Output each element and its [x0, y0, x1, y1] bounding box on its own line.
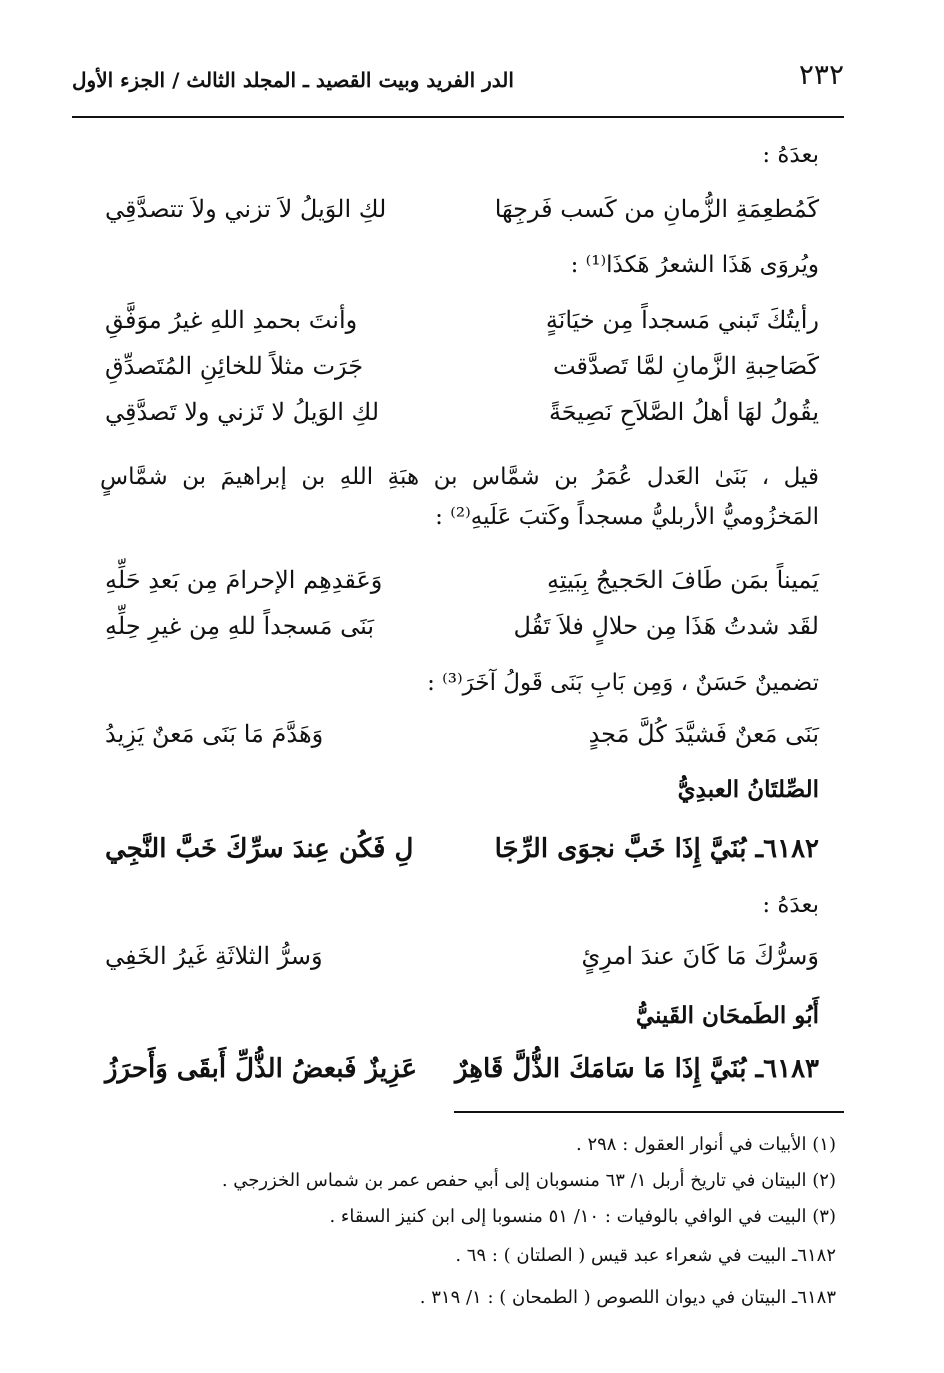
verse-9-first-hemistich: وَسرُّكَ مَا كَانَ عندَ امرِئٍ [581, 942, 819, 970]
verse-1-second-hemistich: لكِ الوَيلُ لاَ تزني ولاَ تتصدَّقِي [105, 195, 387, 223]
variant-note: ويُروَى هَذَا الشعرُ هَكذَا⁽¹⁾ : [570, 252, 819, 278]
verse-10 [105, 1054, 819, 1094]
running-header [72, 58, 844, 102]
verse-10-second-hemistich: عَزِيزٌ فَبعضُ الذُّلِّ أَبقَى وَأَحرَزُ [105, 1054, 418, 1084]
poet-name-1: الصِّلتَانُ العبدِيُّ [677, 776, 819, 803]
verse-4-second-hemistich: لكِ الوَيلُ لا تَزني ولا تَصدَّقِي [105, 398, 380, 426]
poet-name-2: أَبُو الطَمحَان القَينيُّ [635, 1002, 819, 1029]
verse-3 [105, 352, 819, 392]
footnote-3: (٣) البيت في الوافي بالوفيات : ١٠/ ٥١ منسوبا إلى ابن كنيز السقاء . [329, 1206, 836, 1227]
verse-5 [105, 566, 819, 606]
footnote-4: ٦١٨٢ـ البيت في شعراء عبد قيس ( الصلتان ) : ٦٩ . [455, 1245, 836, 1266]
verse-2-second-hemistich: وأنتَ بحمدِ اللهِ غيرُ موَفَّقِ [105, 306, 358, 334]
after-label-2: تضمينٌ حَسَنٌ ، وَمِن بَابِ بَنَى قَولُ آخَرَ⁽³⁾ : [427, 670, 819, 696]
header-title: الدر الفريد وبيت القصيد ـ المجلد الثالث / الجزء الأول [72, 68, 514, 92]
verse-6-first-hemistich: لقَد شدتُ هَذَا مِن حلالٍ فلاَ تَقُل [513, 612, 819, 640]
header-rule [72, 116, 844, 118]
verse-7-second-hemistich: وَهَدَّمَ مَا بَنَى مَعنٌ يَزِيدُ [105, 720, 324, 748]
verse-7 [105, 720, 819, 760]
verse-6-second-hemistich: بَنَى مَسجداً للهِ مِن غيرِ حِلِّهِ [105, 612, 375, 640]
verse-7-first-hemistich: بَنَى مَعنٌ فَشيَّدَ كُلَّ مَجدٍ [588, 720, 819, 748]
verse-8-second-hemistich: لِ فَكُن عِندَ سرِّكَ خَبَّ النَّجِي [105, 834, 414, 864]
prose-paragraph: قيل ، بَنَىٰ العَدل عُمَرُ بن شمَّاس بن هبَةِ اللهِ بن إبراهيمَ بن شمَّاسٍ المَخزُوميُّ الأربليُّ مسجداً وكَتبَ عَلَيهِ⁽²⁾ : [100, 464, 819, 530]
footnote-2: (٢) البيتان في تاريخ أربل ١/ ٦٣ منسوبان إلى أبي حفص عمر بن شماس الخزرجي . [221, 1170, 836, 1191]
verse-10-first-hemistich: ٦١٨٣ـ بُنَيَّ إِذَا مَا سَامَكَ الذُّلَّ قَاهِرٌ [454, 1054, 819, 1084]
verse-8 [105, 834, 819, 874]
verse-5-second-hemistich: وَعَقدِهِم الإحرامَ مِن بَعدِ حَلِّهِ [105, 566, 383, 594]
verse-6 [105, 612, 819, 652]
footnote-5: ٦١٨٣ـ البيتان في ديوان اللصوص ( الطمحان ) : ١/ ٣١٩ . [419, 1287, 836, 1308]
verse-1-first-hemistich: كَمُطعِمَةِ الزُّمانِ من كَسب فَرجِهَا [494, 195, 819, 223]
after-label-1: بعدَهُ : [762, 142, 819, 168]
verse-3-first-hemistich: كَصَاحِبةِ الزَّمانِ لمَّا تَصدَّقت [552, 352, 819, 380]
verse-4-first-hemistich: يقُولُ لهَا أهلُ الصَّلاَحِ نَصِيحَةً [548, 398, 819, 426]
footnote-rule [454, 1111, 844, 1113]
verse-5-first-hemistich: يَميناً بمَن طَافَ الحَجيجُ بِبَيتِهِ [547, 566, 819, 594]
after-label-3: بعدَهُ : [762, 892, 819, 918]
verse-9 [105, 942, 819, 982]
page-number: ٢٣٢ [798, 58, 844, 91]
verse-2-first-hemistich: رأيتُكَ تَبني مَسجداً مِن خيَانَةٍ [545, 306, 819, 334]
verse-9-second-hemistich: وَسرُّ الثلاثَةِ غَيرُ الخَفِي [105, 942, 323, 970]
verse-4 [105, 398, 819, 438]
verse-3-second-hemistich: جَرَت مثلاً للخائِنِ المُتَصدِّقِ [105, 352, 364, 380]
verse-2 [105, 306, 819, 346]
footnote-1: (١) الأبيات في أنوار العقول : ٢٩٨ . [576, 1134, 836, 1155]
verse-1 [105, 195, 819, 235]
verse-8-first-hemistich: ٦١٨٢ـ بُنَيَّ إِذَا خَبَّ نجوَى الرِّجَا [494, 834, 819, 864]
